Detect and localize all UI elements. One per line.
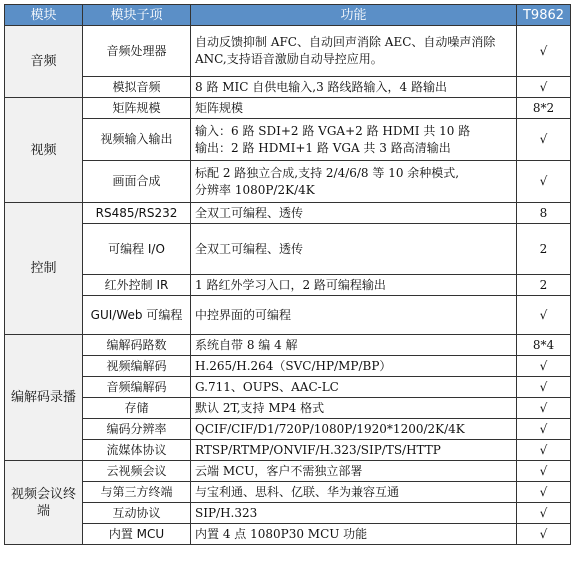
subitem-cell: RS485/RS232 [83,203,191,224]
table-row [5,482,571,503]
module-cell: 控制 [5,203,83,335]
check-mark: √ [517,161,571,203]
table-row [5,224,571,275]
check-mark: √ [517,524,571,545]
header-model: T9862 [517,5,571,26]
function-cell [191,161,517,203]
subitem-cell: 互动协议 [83,503,191,524]
header-func: 功能 [191,5,517,26]
table-row [5,26,571,77]
function-cell: 系统自带 8 编 4 解 [191,335,517,356]
check-mark: √ [517,503,571,524]
module-cell: 视频会议终端 [5,461,83,545]
table-row [5,461,571,482]
subitem-cell: 视频编解码 [83,356,191,377]
header-sub: 模块子项 [83,5,191,26]
table-row [5,524,571,545]
subitem-cell: 矩阵规模 [83,98,191,119]
function-cell: 与宝利通、思科、亿联、华为兼容互通 [191,482,517,503]
header-row [5,5,571,26]
check-mark: √ [517,26,571,77]
check-mark: √ [517,356,571,377]
table-row [5,356,571,377]
value-cell: 8*4 [517,335,571,356]
function-cell: RTSP/RTMP/ONVIF/H.323/SIP/TS/HTTP [191,440,517,461]
table-row [5,398,571,419]
function-cell: 全双工可编程、透传 [191,224,517,275]
value-cell: 2 [517,275,571,296]
subitem-cell: 视频输入输出 [83,119,191,161]
function-cell: QCIF/CIF/D1/720P/1080P/1920*1200/2K/4K [191,419,517,440]
table-row [5,377,571,398]
function-line: 标配 2 路独立合成,支持 2/4/6/8 等 10 余种模式, [195,165,460,180]
table-row [5,98,571,119]
subitem-cell: 可编程 I/O [83,224,191,275]
spec-table [4,4,571,545]
module-cell: 音频 [5,26,83,98]
check-mark: √ [517,119,571,161]
table-row [5,419,571,440]
check-mark: √ [517,296,571,335]
table-row [5,275,571,296]
function-cell: 全双工可编程、透传 [191,203,517,224]
check-mark: √ [517,377,571,398]
function-cell: 内置 4 点 1080P30 MCU 功能 [191,524,517,545]
table-row [5,503,571,524]
subitem-cell: 与第三方终端 [83,482,191,503]
table-row [5,203,571,224]
subitem-cell: 云视频会议 [83,461,191,482]
function-cell: G.711、OUPS、AAC-LC [191,377,517,398]
value-cell: 8 [517,203,571,224]
subitem-cell: 音频编解码 [83,377,191,398]
function-cell: 8 路 MIC 自供电输入,3 路线路输入，4 路输出 [191,77,517,98]
function-cell [191,119,517,161]
header-module: 模块 [5,5,83,26]
subitem-cell: 内置 MCU [83,524,191,545]
table-row [5,161,571,203]
subitem-cell: 流媒体协议 [83,440,191,461]
function-cell: 云端 MCU，客户不需独立部署 [191,461,517,482]
table-row [5,77,571,98]
subitem-cell: GUI/Web 可编程 [83,296,191,335]
function-cell: 矩阵规模 [191,98,517,119]
module-cell: 编解码录播 [5,335,83,461]
check-mark: √ [517,482,571,503]
subitem-cell: 编解码路数 [83,335,191,356]
function-cell: 默认 2T,支持 MP4 格式 [191,398,517,419]
subitem-cell: 存储 [83,398,191,419]
table-row [5,335,571,356]
check-mark: √ [517,461,571,482]
function-line: 输入：6 路 SDI+2 路 VGA+2 路 HDMI 共 10 路 [195,123,471,138]
value-cell: 8*2 [517,98,571,119]
function-cell: 自动反馈抑制 AFC、自动回声消除 AEC、自动噪声消除 ANC,支持语音激励自动导控应用。 [191,26,517,77]
table-row [5,296,571,335]
subitem-cell: 音频处理器 [83,26,191,77]
function-line: 分辨率 1080P/2K/4K [195,182,315,197]
function-cell: H.265/H.264（SVC/HP/MP/BP） [191,356,517,377]
function-cell: 1 路红外学习入口，2 路可编程输出 [191,275,517,296]
function-cell: SIP/H.323 [191,503,517,524]
check-mark: √ [517,398,571,419]
value-cell: 2 [517,224,571,275]
function-cell: 中控界面的可编程 [191,296,517,335]
check-mark: √ [517,77,571,98]
subitem-cell: 编码分辨率 [83,419,191,440]
subitem-cell: 红外控制 IR [83,275,191,296]
check-mark: √ [517,419,571,440]
table-row [5,119,571,161]
subitem-cell: 模拟音频 [83,77,191,98]
function-line: 输出：2 路 HDMI+1 路 VGA 共 3 路高清输出 [195,140,451,155]
subitem-cell: 画面合成 [83,161,191,203]
table-row [5,440,571,461]
check-mark: √ [517,440,571,461]
module-cell: 视频 [5,98,83,203]
